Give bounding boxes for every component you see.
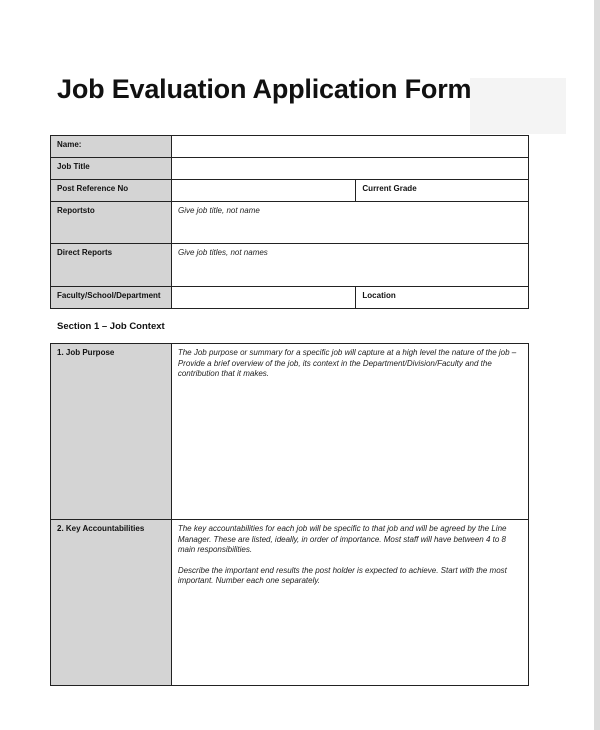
job-purpose-guidance: The Job purpose or summary for a specific job will capture at a high level the nature of the job – Provide a brief overview of the job, its context in the Department/Division/Faculty and the contribution that it makes. <box>177 348 517 378</box>
job-title-field[interactable] <box>171 158 528 180</box>
key-accountabilities-label: 2. Key Accountabilities <box>51 520 172 686</box>
table-row <box>51 520 529 686</box>
section-heading: Section 1 – Job Context <box>57 321 165 332</box>
reports-to-field[interactable]: Give job title, not name <box>171 202 528 244</box>
faculty-label: Faculty/School/Department <box>51 287 172 309</box>
faculty-field[interactable] <box>171 287 355 309</box>
post-reference-label: Post Reference No <box>51 180 172 202</box>
table-row <box>51 244 529 287</box>
name-label: Name: <box>51 136 172 158</box>
details-table <box>50 135 529 309</box>
post-reference-field[interactable] <box>171 180 355 202</box>
key-accountabilities-guidance: The key accountabilities for each job will be specific to that job and will be agreed by the Line Manager. These are listed, ideally, in order of importance. Most staff will have between 4 to 8 main responsibilities. <box>177 524 507 554</box>
reports-to-label: Reportsto <box>51 202 172 244</box>
location-label[interactable]: Location <box>356 287 529 309</box>
table-row <box>51 136 529 158</box>
job-title-label: Job Title <box>51 158 172 180</box>
page-shadow-edge <box>594 0 600 730</box>
key-accountabilities-field[interactable] <box>171 520 528 686</box>
job-purpose-field[interactable] <box>171 344 528 520</box>
job-context-table <box>50 343 529 686</box>
table-row <box>51 287 529 309</box>
page-title: Job Evaluation Application Form <box>57 74 472 104</box>
name-field[interactable] <box>171 136 528 158</box>
job-purpose-label: 1. Job Purpose <box>51 344 172 520</box>
table-row <box>51 344 529 520</box>
direct-reports-field[interactable]: Give job titles, not names <box>171 244 528 287</box>
key-accountabilities-instructions: Describe the important end results the post holder is expected to achieve. Start with the most important. Number each one separately. <box>177 565 507 585</box>
title-shade <box>470 78 566 134</box>
table-row <box>51 180 529 202</box>
direct-reports-label: Direct Reports <box>51 244 172 287</box>
current-grade-label[interactable]: Current Grade <box>356 180 529 202</box>
table-row <box>51 158 529 180</box>
table-row <box>51 202 529 244</box>
